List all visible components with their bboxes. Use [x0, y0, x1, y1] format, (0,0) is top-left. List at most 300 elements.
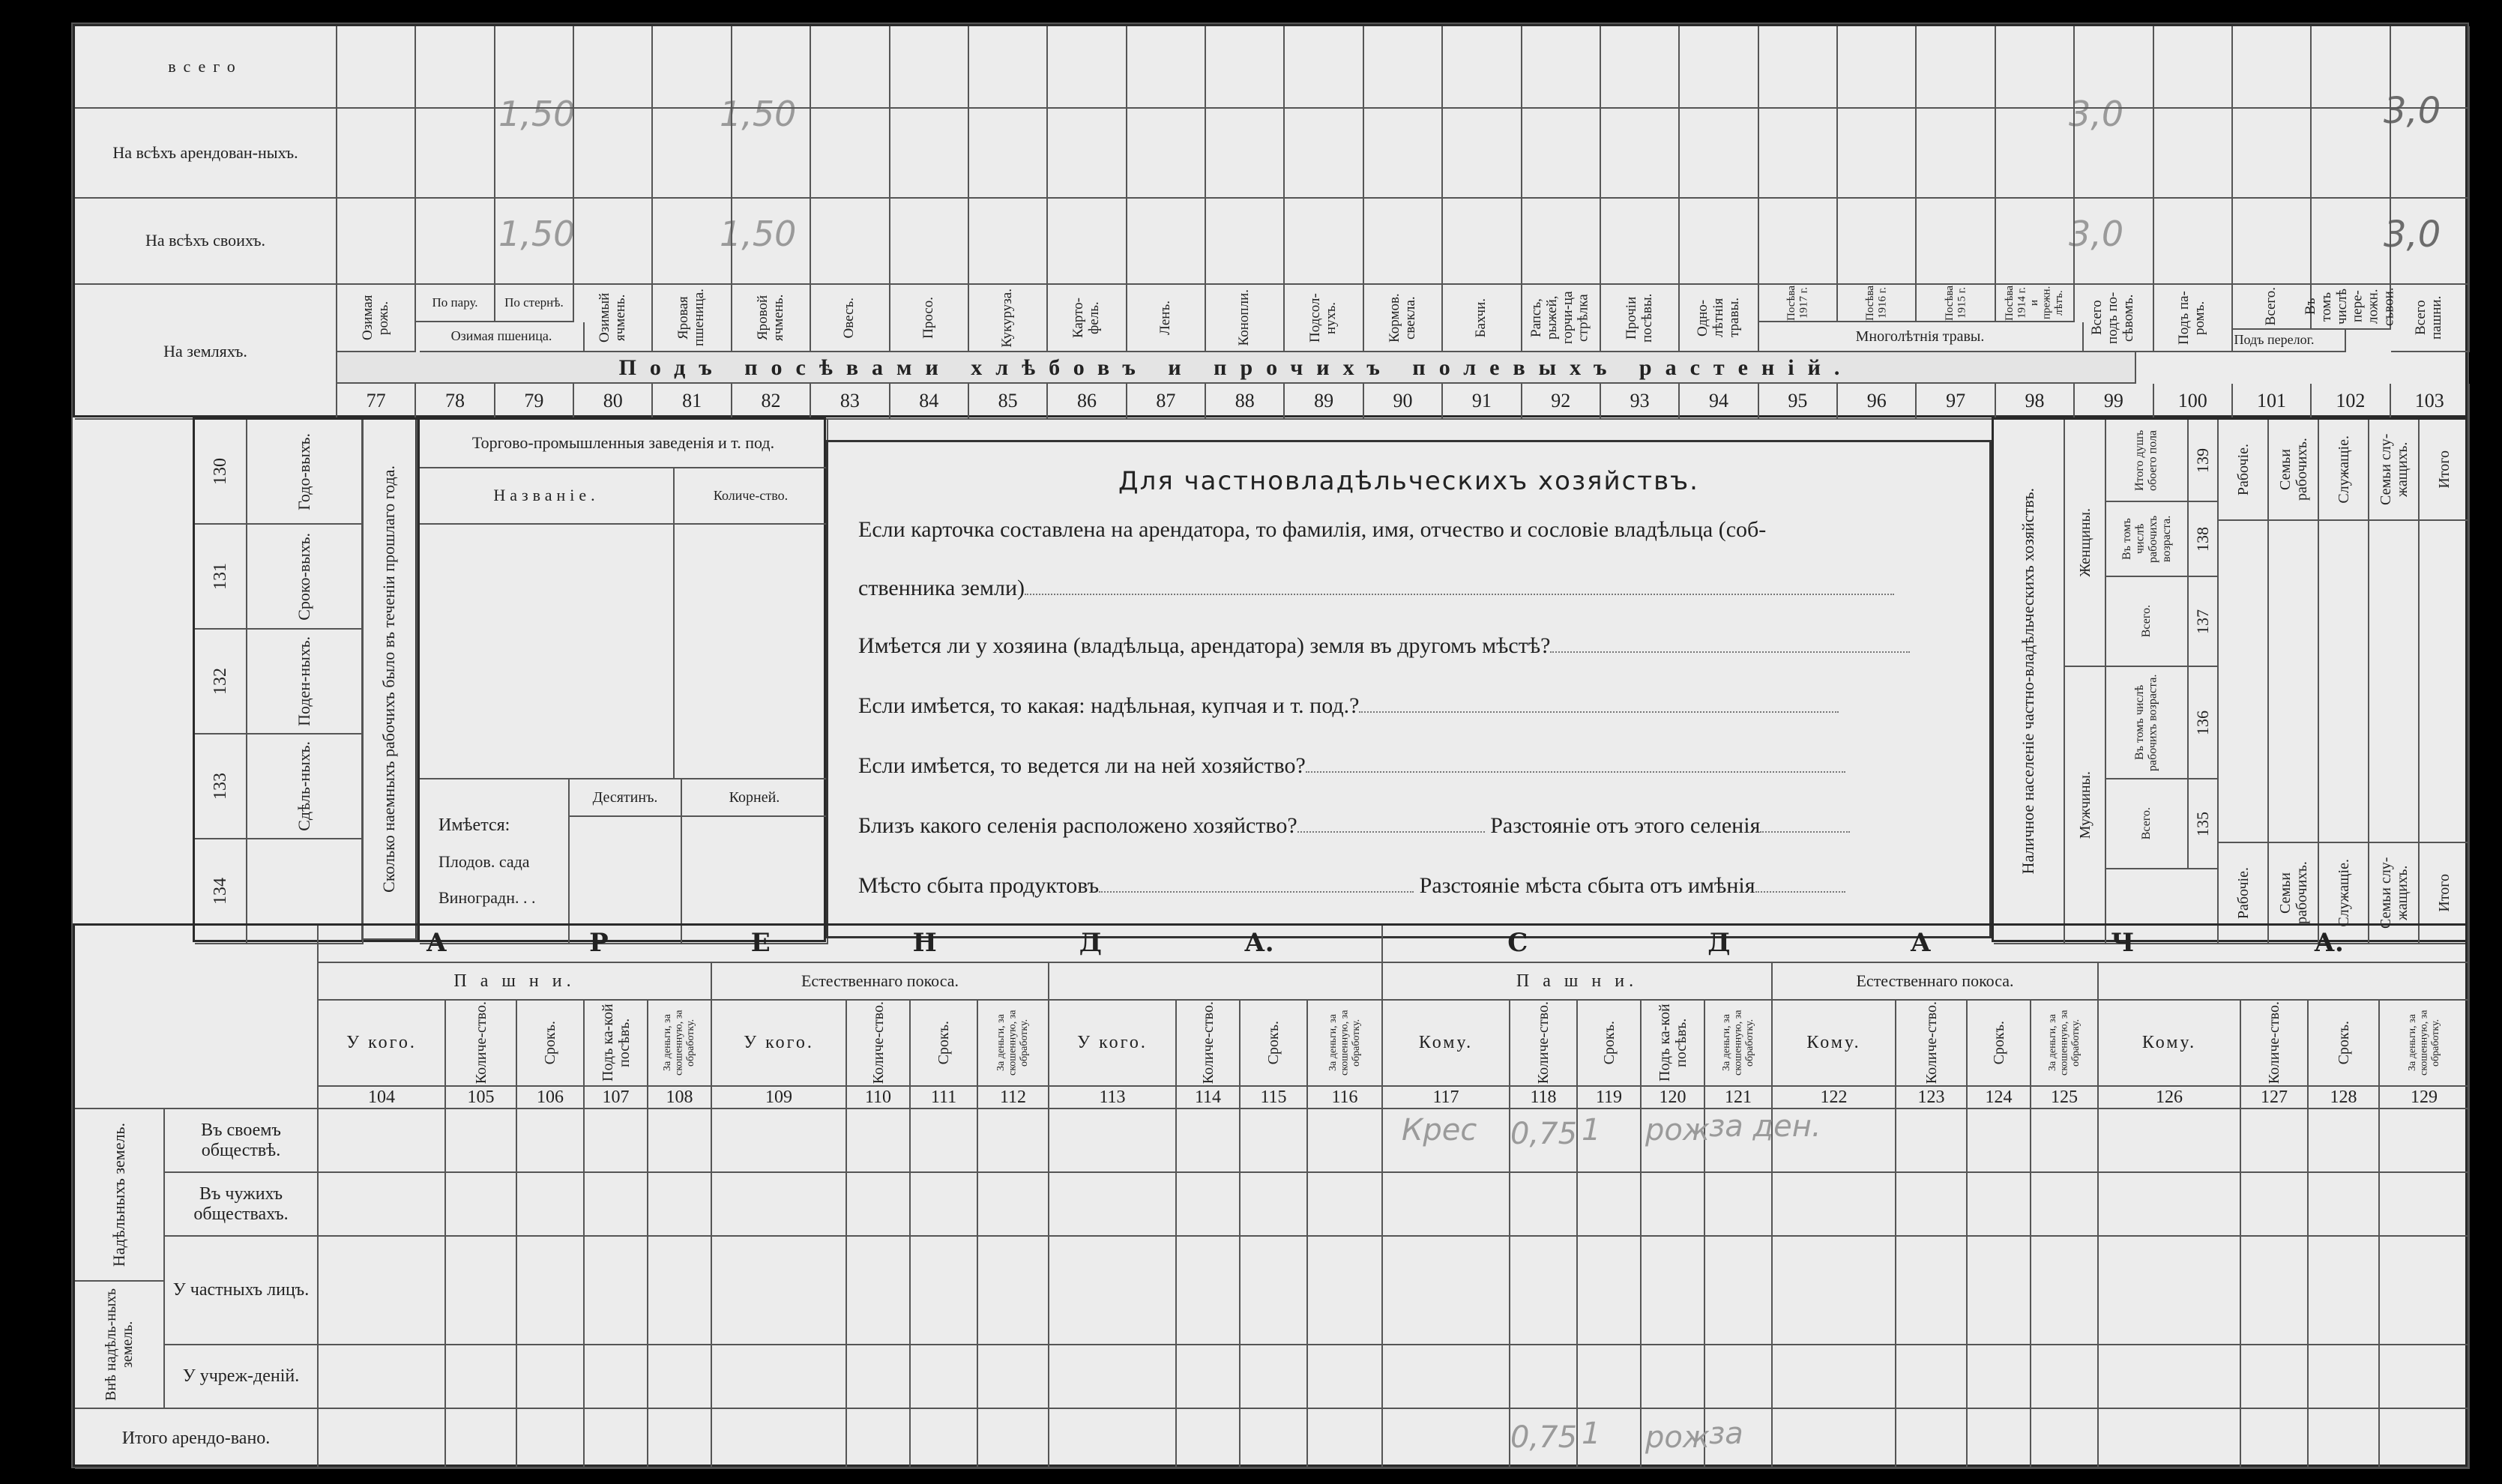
lease-col-number: 120: [1642, 1087, 1705, 1109]
lease-cell: [1308, 1409, 1383, 1469]
lease-col-number: 108: [648, 1087, 712, 1109]
lease-col-header: Срокъ.: [911, 1001, 978, 1087]
crop-header: Посѣва 1916 г.: [1838, 285, 1917, 322]
pop-category: Рабочіе.: [2219, 843, 2269, 944]
dessiat-header: Десятинъ.: [570, 779, 682, 817]
lease-col-number: 110: [847, 1087, 911, 1109]
column-number: 97: [1917, 384, 1995, 420]
pokos-header: Естественнаго покоса.: [712, 963, 1049, 1001]
lease-cell: [712, 1345, 847, 1409]
handwritten-value: 1,50: [498, 94, 576, 134]
handwritten-entry: 0,75: [1510, 1420, 1578, 1455]
data-cell: [1838, 109, 1917, 199]
lease-cell: [1705, 1237, 1773, 1345]
lease-cell: [1578, 1173, 1642, 1237]
blank-header: [1049, 963, 1383, 1001]
lease-cell: [2031, 1173, 2099, 1237]
lease-cell: [2099, 1409, 2241, 1469]
lease-cell: [2099, 1237, 2241, 1345]
data-cell: [1206, 26, 1285, 109]
data-cell: [1285, 109, 1363, 199]
subheader-fallow: Подъ перелог.: [2204, 330, 2346, 352]
row-number: 133: [195, 735, 247, 839]
crop-header: Карто-фель.: [1048, 285, 1127, 352]
handwritten-value: 1,50: [720, 94, 797, 134]
lease-col-header: Количе-ство.: [1510, 1001, 1578, 1087]
pop-blank: [2319, 521, 2369, 843]
handwritten-value: 1,50: [720, 214, 797, 254]
lease-cell: [1705, 1345, 1773, 1409]
lease-cell: [648, 1409, 712, 1469]
lease-cell: [1177, 1109, 1241, 1173]
crop-header: Яровая пшеница.: [653, 285, 732, 352]
lease-col-header: Подъ ка-кой посѣвъ.: [585, 1001, 648, 1087]
lease-col-number: 115: [1241, 1087, 1308, 1109]
lease-cell: [517, 1237, 585, 1345]
lease-col-header: Срокъ.: [517, 1001, 585, 1087]
lease-cell: [2309, 1109, 2380, 1173]
worker-type: Сдѣль-ныхъ.: [247, 735, 364, 839]
column-number: 102: [2312, 384, 2390, 420]
lease-col-number: 106: [517, 1087, 585, 1109]
lease-col-header: Количе-ство.: [1896, 1001, 1968, 1087]
data-cell: [416, 26, 495, 109]
data-cell: [495, 199, 574, 285]
data-cell: [2233, 109, 2312, 199]
lease-cell: [517, 1409, 585, 1469]
lease-col-number: 128: [2309, 1087, 2380, 1109]
data-cell: [416, 109, 495, 199]
lease-col-header: За деньги, за скошенную, за обработку.: [978, 1001, 1049, 1087]
lease-cell: [2380, 1109, 2470, 1173]
lease-col-header: У кого.: [1049, 1001, 1177, 1087]
data-cell: [1443, 109, 1522, 199]
column-number: 77: [337, 384, 416, 420]
data-cell: [1127, 199, 1206, 285]
column-number: 95: [1759, 384, 1838, 420]
lease-cell: [585, 1409, 648, 1469]
row-label-total: всего: [75, 26, 337, 109]
lease-cell: [1177, 1173, 1241, 1237]
column-number: 101: [2233, 384, 2312, 420]
data-cell: [2154, 199, 2233, 285]
pop-category: Служащіе.: [2319, 843, 2369, 944]
row-label: У частныхъ лицъ.: [165, 1237, 319, 1345]
data-cell: [1759, 109, 1838, 199]
data-cell: [2312, 199, 2390, 285]
lease-col-number: 107: [585, 1087, 648, 1109]
lease-cell: [1510, 1237, 1578, 1345]
lease-cell: [1896, 1173, 1968, 1237]
data-cell: [2154, 109, 2233, 199]
lease-cell: [978, 1173, 1049, 1237]
lease-cell: [517, 1109, 585, 1173]
lease-cell: [585, 1345, 648, 1409]
lease-col-header: Кому.: [1383, 1001, 1510, 1087]
data-cell: [1522, 26, 1601, 109]
roots-header: Корней.: [682, 779, 828, 817]
worker-type: Сроко-выхъ.: [247, 525, 364, 630]
lease-cell: [1383, 1173, 1510, 1237]
column-number: 84: [890, 384, 969, 420]
data-cell: [1206, 109, 1285, 199]
trade-name-blank: [420, 525, 675, 779]
column-number: 87: [1127, 384, 1206, 420]
crop-header: Бахчи.: [1443, 285, 1522, 352]
data-cell: [1127, 26, 1206, 109]
lease-col-header: Подъ ка-кой посѣвъ.: [1642, 1001, 1705, 1087]
data-cell: [1680, 109, 1758, 199]
crop-header: Ленъ.: [1127, 285, 1206, 352]
question-market: Мѣсто сбыта продуктовъ Разстояніе мѣста сбыта отъ имѣнія: [858, 873, 1845, 899]
column-number: 83: [811, 384, 890, 420]
row-label-lands: На земляхъ.: [75, 285, 337, 420]
data-cell: [811, 109, 890, 199]
lease-cell: [1049, 1237, 1177, 1345]
column-number: 96: [1838, 384, 1917, 420]
data-cell: [1917, 109, 1995, 199]
lease-cell: [1383, 1345, 1510, 1409]
lease-cell: [1308, 1109, 1383, 1173]
pop-blank: [2420, 521, 2470, 843]
data-cell: [1364, 109, 1443, 199]
lease-cell: [1241, 1237, 1308, 1345]
crop-header: Яровой ячмень.: [732, 285, 811, 352]
data-cell: [969, 199, 1048, 285]
data-cell: [1917, 199, 1995, 285]
lease-col-number: 104: [319, 1087, 446, 1109]
data-cell: [653, 26, 732, 109]
lease-cell: [1968, 1237, 2031, 1345]
lease-col-number: 109: [712, 1087, 847, 1109]
column-number: 99: [2075, 384, 2153, 420]
lease-cell: [1642, 1173, 1705, 1237]
crops-band-title: Подъ посѣвами хлѣбовъ и прочихъ полевыхъ растеній.: [337, 352, 2136, 384]
handwritten-entry: 1: [1582, 1113, 1601, 1147]
data-cell: [337, 26, 416, 109]
row-label: У учреж-деній.: [165, 1345, 319, 1409]
hired-workers-vertical-label: Сколько наемныхъ рабочихъ было въ теченіи прошлаго года.: [361, 420, 417, 940]
lease-cell: [1510, 1173, 1578, 1237]
lease-col-number: 119: [1578, 1087, 1642, 1109]
lease-col-header: За деньги, за скошенную, за обработку.: [1308, 1001, 1383, 1087]
lease-cell: [2031, 1237, 2099, 1345]
lease-cell: [1049, 1345, 1177, 1409]
lease-cell: [978, 1237, 1049, 1345]
crop-header: Кормов. свекла.: [1364, 285, 1443, 352]
lease-cell: [2380, 1409, 2470, 1469]
lease-cell: [1968, 1173, 2031, 1237]
lease-col-header: За деньги, за скошенную, за обработку.: [1705, 1001, 1773, 1087]
lease-col-number: 125: [2031, 1087, 2099, 1109]
data-cell: [1443, 199, 1522, 285]
crop-header: Посѣва 1914 г. и прежн. лѣтъ.: [1996, 285, 2075, 322]
census-form-sheet: [71, 22, 2469, 1468]
crop-header: Всего пашни.: [2391, 285, 2470, 352]
lease-cell: [2031, 1345, 2099, 1409]
lease-col-header: Срокъ.: [1578, 1001, 1642, 1087]
lease-cell: [1896, 1409, 1968, 1469]
has-label-cell: Имѣется: Плодов. сада Виноградн. . .: [420, 779, 570, 944]
lease-col-number: 127: [2241, 1087, 2309, 1109]
pop-blank: [2219, 521, 2269, 843]
row-label: Итого арендо-вано.: [75, 1409, 319, 1469]
lease-cell: [911, 1173, 978, 1237]
lease-cell: [1049, 1409, 1177, 1469]
lease-cell: [1642, 1237, 1705, 1345]
pop-number: 137: [2189, 577, 2219, 667]
handwritten-total: 3,0: [2384, 214, 2441, 256]
lease-col-number: 121: [1705, 1087, 1773, 1109]
blank-corner: [75, 926, 319, 1109]
data-cell: [1048, 26, 1127, 109]
handwritten-value: 1,50: [498, 214, 576, 254]
data-cell: [416, 199, 495, 285]
data-cell: [1838, 199, 1917, 285]
lease-cell: [1578, 1345, 1642, 1409]
lease-cell: [1383, 1409, 1510, 1469]
lease-col-number: 116: [1308, 1087, 1383, 1109]
trade-qty-blank: [675, 525, 828, 779]
data-cell: [1364, 199, 1443, 285]
lease-cell: [2031, 1409, 2099, 1469]
data-cell: [1759, 199, 1838, 285]
data-cell: [2075, 199, 2153, 285]
lease-col-number: 126: [2099, 1087, 2241, 1109]
row-number: 131: [195, 525, 247, 630]
lease-cell: [1308, 1345, 1383, 1409]
data-cell: [495, 109, 574, 199]
data-cell: [969, 109, 1048, 199]
men-label: Мужчины.: [2065, 667, 2106, 944]
lease-cell: [712, 1109, 847, 1173]
crop-header: Подъ па-ромъ.: [2154, 285, 2233, 352]
column-number: 91: [1443, 384, 1522, 420]
data-cell: [1048, 199, 1127, 285]
data-cell: [1759, 26, 1838, 109]
lease-col-number: 112: [978, 1087, 1049, 1109]
lease-col-number: 114: [1177, 1087, 1241, 1109]
crop-header: По стернѣ.: [495, 285, 574, 322]
data-cell: [1601, 26, 1680, 109]
lease-col-header: За деньги, за скошенную, за обработку.: [648, 1001, 712, 1087]
data-cell: [1522, 109, 1601, 199]
data-cell: [1522, 199, 1601, 285]
trade-name-header: Названіе.: [420, 468, 675, 525]
handwritten-entry: 1: [1582, 1417, 1601, 1451]
lease-cell: [648, 1109, 712, 1173]
lease-cell: [319, 1109, 446, 1173]
handwritten-total: 3,0: [2069, 94, 2124, 134]
lease-col-number: 124: [1968, 1087, 2031, 1109]
lease-cell: [1968, 1345, 2031, 1409]
lease-cell: [1773, 1409, 1896, 1469]
lease-cell: [1642, 1345, 1705, 1409]
column-number: 85: [969, 384, 1048, 420]
pop-number: 138: [2189, 502, 2219, 577]
lease-cell: [1383, 1237, 1510, 1345]
handwritten-entry: за: [1709, 1417, 1743, 1451]
lease-cell: [1896, 1345, 1968, 1409]
lease-cell: [1773, 1237, 1896, 1345]
crop-header: Кукуруза.: [969, 285, 1048, 352]
row-label-rented: На всѣхъ арендован-ныхъ.: [75, 109, 337, 199]
column-number: 82: [732, 384, 811, 420]
arenda-header: А Р Е Н Д А.: [319, 926, 1383, 963]
data-cell: [811, 199, 890, 285]
sdacha-header: С Д А Ч А.: [1383, 926, 2470, 963]
pokos-header: Естественнаго покоса.: [1773, 963, 2099, 1001]
pop-category: Рабочіе.: [2219, 420, 2269, 521]
column-number: 94: [1680, 384, 1758, 420]
lease-cell: [319, 1173, 446, 1237]
pop-subheader: Въ томъ числѣ рабочихъ возраста.: [2106, 667, 2189, 779]
column-number: 103: [2391, 384, 2470, 420]
data-cell: [1601, 199, 1680, 285]
row-label-own: На всѣхъ своихъ.: [75, 199, 337, 285]
lease-cell: [1177, 1237, 1241, 1345]
data-cell: [732, 26, 811, 109]
lease-col-number: 123: [1896, 1087, 1968, 1109]
data-cell: [2075, 26, 2153, 109]
lease-cell: [978, 1409, 1049, 1469]
lease-col-header: За деньги, за скошенную, за обработку.: [2380, 1001, 2470, 1087]
crop-header: Всего.: [2233, 285, 2312, 330]
lease-cell: [978, 1109, 1049, 1173]
group-label-outside: Внѣ надѣль-ныхъ земель.: [75, 1282, 165, 1409]
data-cell: [2075, 109, 2153, 199]
data-cell: [337, 109, 416, 199]
crop-header: Конопли.: [1206, 285, 1285, 352]
pop-blank: [2369, 521, 2420, 843]
data-cell: [1996, 199, 2075, 285]
handwritten-entry: рож: [1645, 1420, 1710, 1455]
lease-col-header: Срокъ.: [2309, 1001, 2380, 1087]
row-number: 130: [195, 420, 247, 525]
lease-cell: [712, 1237, 847, 1345]
data-cell: [653, 199, 732, 285]
subheader-perennial-grass: Многолѣтнія травы.: [1758, 322, 2084, 352]
women-label: Женщины.: [2065, 420, 2106, 667]
data-cell: [574, 109, 653, 199]
trade-enterprises-table: [417, 417, 826, 942]
lease-cell: [585, 1237, 648, 1345]
column-number: 78: [416, 384, 495, 420]
lease-col-header: Срокъ.: [1241, 1001, 1308, 1087]
column-number: 92: [1522, 384, 1601, 420]
pop-number: 135: [2189, 779, 2219, 869]
column-number: 100: [2154, 384, 2233, 420]
handwritten-total: 3,0: [2384, 90, 2441, 132]
lease-cell: [2309, 1173, 2380, 1237]
crop-header: Рапсъ, рыжей, горчи-ца стрѣлка: [1522, 285, 1601, 352]
lease-cell: [2031, 1109, 2099, 1173]
lease-cell: [847, 1109, 911, 1173]
crops-table: [73, 24, 2468, 417]
data-cell: [1996, 26, 2075, 109]
handwritten-entry: за ден.: [1709, 1109, 1821, 1144]
lease-cell: [2380, 1237, 2470, 1345]
data-cell: [811, 26, 890, 109]
data-cell: [2154, 26, 2233, 109]
lease-cell: [2241, 1345, 2309, 1409]
lease-cell: [517, 1345, 585, 1409]
lease-cell: [319, 1409, 446, 1469]
lease-cell: [1510, 1345, 1578, 1409]
crop-header: Всего подъ по-сѣвомъ.: [2075, 285, 2153, 352]
question-land-type: Если имѣется, то какая: надѣльная, купчая и т. под.?: [858, 693, 1839, 719]
lease-cell: [1177, 1345, 1241, 1409]
crop-header: Озимый ячмень.: [574, 285, 653, 352]
lease-cell: [712, 1409, 847, 1469]
question-owner: Если карточка составлена на арендатора, то фамилія, имя, отчество и сословіе владѣльца (соб-: [858, 517, 1767, 542]
lease-cell: [911, 1109, 978, 1173]
data-cell: [732, 199, 811, 285]
pop-category: Итого: [2420, 843, 2470, 944]
lease-cell: [1308, 1173, 1383, 1237]
private-farm-section: [826, 440, 1992, 938]
lease-col-number: 111: [911, 1087, 978, 1109]
lease-cell: [1773, 1345, 1896, 1409]
data-cell: [1680, 26, 1758, 109]
worker-type: Поден-ныхъ.: [247, 630, 364, 735]
lease-cell: [1241, 1173, 1308, 1237]
crop-header: Просо.: [890, 285, 969, 352]
pop-category: Служащіе.: [2319, 420, 2369, 521]
lease-cell: [1049, 1173, 1177, 1237]
lease-cell: [585, 1173, 648, 1237]
crop-header: Подсол-нухъ.: [1285, 285, 1363, 352]
data-cell: [2391, 109, 2470, 199]
column-number: 90: [1364, 384, 1443, 420]
pop-category: Семьи рабочихъ.: [2269, 843, 2319, 944]
trade-title: Торгово-промышленныя заведенія и т. под.: [420, 420, 828, 468]
data-cell: [1680, 199, 1758, 285]
lease-cell: [712, 1173, 847, 1237]
lease-table: [73, 923, 2468, 1467]
column-number: 89: [1285, 384, 1363, 420]
lease-col-number: 117: [1383, 1087, 1510, 1109]
pashni-header: П а ш н и.: [319, 963, 712, 1001]
lease-cell: [446, 1409, 517, 1469]
lease-col-header: Количе-ство.: [2241, 1001, 2309, 1087]
lease-cell: [648, 1173, 712, 1237]
column-number: 86: [1048, 384, 1127, 420]
lease-cell: [911, 1409, 978, 1469]
column-number: 98: [1996, 384, 2075, 420]
subheader-winter-wheat: Озимая пшеница.: [420, 322, 585, 352]
lease-cell: [2241, 1237, 2309, 1345]
column-number: 80: [574, 384, 653, 420]
question-owner-cont: ственника земли): [858, 576, 1894, 601]
data-cell: [1048, 109, 1127, 199]
row-label: Въ чужихъ обществахъ.: [165, 1173, 319, 1237]
lease-cell: [1241, 1345, 1308, 1409]
trade-qty-header: Количе-ство.: [675, 468, 828, 525]
lease-cell: [2099, 1109, 2241, 1173]
lease-col-header: Кому.: [1773, 1001, 1896, 1087]
pop-subheader: Итого душъ обоего пола: [2106, 420, 2189, 502]
lease-cell: [446, 1109, 517, 1173]
lease-cell: [648, 1237, 712, 1345]
crop-header: По пару.: [416, 285, 495, 322]
lease-cell: [978, 1345, 1049, 1409]
lease-cell: [446, 1237, 517, 1345]
data-cell: [732, 109, 811, 199]
data-cell: [574, 199, 653, 285]
lease-cell: [1968, 1109, 2031, 1173]
data-cell: [653, 109, 732, 199]
